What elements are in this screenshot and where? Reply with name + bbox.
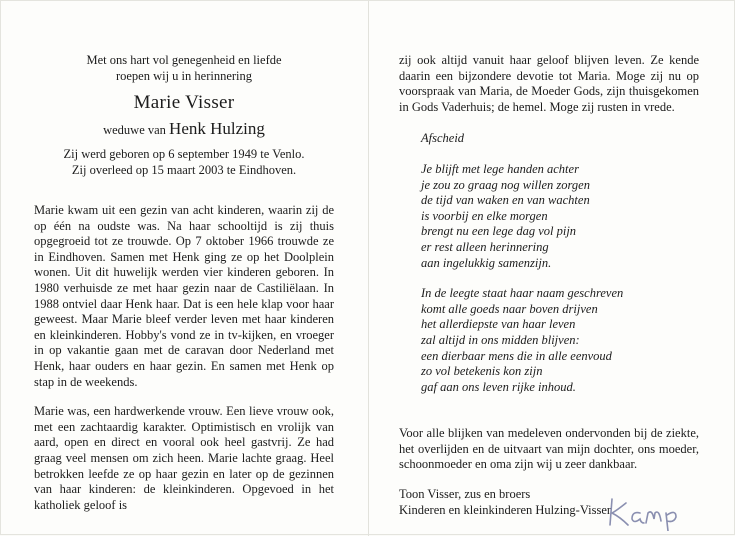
biography-paragraph-2: Marie was, een hardwerkende vrouw. Een lieve vrouw ook, met een zachtaardig karakter. Optimistisch en vrolijk van aard, open en direct en vooral ook heel gastvrij. Ze had graag veel mensen om zich heen. Marie lachte graag. Heel betrokken leefde ze op haar gezin en later op de gezinnen van haar kinderen: de kleinkinderen. Opgevoed in het katholiek geloof is bbox=[34, 404, 334, 512]
thanks-paragraph: Voor alle blijken van medeleven ondervonden bij de ziekte, het overlijden en de uitvaart van mijn dochter, ons moeder, schoonmoeder en oma zijn wij u zeer dankbaar. bbox=[399, 426, 699, 472]
poem-line: aan ingelukkig samenzijn. bbox=[421, 255, 552, 270]
widow-line bbox=[34, 120, 334, 139]
intro-text bbox=[34, 53, 334, 84]
biography-paragraph-1: Marie kwam uit een gezin van acht kinderen, waarin zij de op één na oudste was. Na haar schooltijd is zij thuis opgegroeid tot ze trouwde. Op 7 oktober 1966 trouwde ze in Eindhoven. Samen met Henk ging ze op het Doolplein wonen. Uit dit huwelijk werden vier kinderen geboren. In 1980 verhuisde ze met haar gezin naar de Castiliëlaan. In 1988 ontviel daar Henk haar. Dat is een hele klap voor haar geweest. Maar Marie bleef verder leven met haar kinderen en kleinkinderen. Hobby's vond ze in tv-kijken, en vroeger in op vakantie gaan met de caravan door Nederland met Henk, haar ouders en haar gezin. En samen met Henk op stap in de weekends. bbox=[34, 203, 334, 389]
signature-line-2: Kinderen en kleinkinderen Hulzing-Visser bbox=[399, 502, 612, 517]
intro-line-2: roepen wij u in herinnering bbox=[115, 68, 253, 83]
poem-line: is voorbij en elke morgen bbox=[421, 208, 548, 223]
life-dates bbox=[34, 147, 334, 178]
poem-line: komt alle goeds naar boven drijven bbox=[421, 301, 598, 316]
handwritten-kamp-note bbox=[606, 491, 696, 531]
card-fold-line bbox=[368, 1, 369, 536]
poem-line: de tijd van waken en van wachten bbox=[421, 193, 590, 208]
poem-line: zo vol betekenis kon zijn bbox=[421, 364, 543, 379]
poem-line: zal altijd in ons midden blijven: bbox=[421, 332, 580, 347]
intro-line-1: Met ons hart vol genegenheid en liefde bbox=[86, 53, 282, 67]
deceased-name: Marie Visser bbox=[133, 92, 235, 113]
poem-stanza-2 bbox=[421, 286, 699, 395]
poem-line: In de leegte staat haar naam geschreven bbox=[421, 286, 624, 301]
poem-line: een dierbaar mens die in alle eenvoud bbox=[421, 348, 612, 363]
poem-line: brengt nu een lege dag vol pijn bbox=[421, 224, 577, 239]
left-panel bbox=[34, 53, 334, 513]
signature-line-1: Toon Visser, zus en broers bbox=[399, 487, 531, 502]
poem-line: Je blijft met lege handen achter bbox=[421, 161, 579, 176]
death-line: Zij overleed op 15 maart 2003 te Eindhoven. bbox=[71, 162, 297, 177]
poem-stanza-1 bbox=[421, 162, 699, 271]
widow-prefix: weduwe van bbox=[103, 123, 166, 137]
poem-line: het allerdiepste van haar leven bbox=[421, 317, 576, 332]
poem-line: er rest alleen herinnering bbox=[421, 239, 549, 254]
husband-name: Henk Hulzing bbox=[169, 119, 265, 138]
biography-continuation: zij ook altijd vanuit haar geloof blijven leven. Ze kende daarin een bijzondere devotie tot Maria. Moge zij nu op voorspraak van Maria, de Moeder Gods, zijn thuisgekomen in Gods Vaderhuis; de hemel. Moge zij rusten in vrede. bbox=[399, 53, 699, 114]
right-panel bbox=[399, 53, 699, 518]
poem-line: je zou zo graag nog willen zorgen bbox=[421, 177, 590, 192]
poem-line: gaf aan ons leven rijke inhoud. bbox=[421, 379, 576, 394]
poem-title: Afscheid bbox=[421, 131, 465, 146]
birth-line: Zij werd geboren op 6 september 1949 te Venlo. bbox=[63, 147, 305, 161]
